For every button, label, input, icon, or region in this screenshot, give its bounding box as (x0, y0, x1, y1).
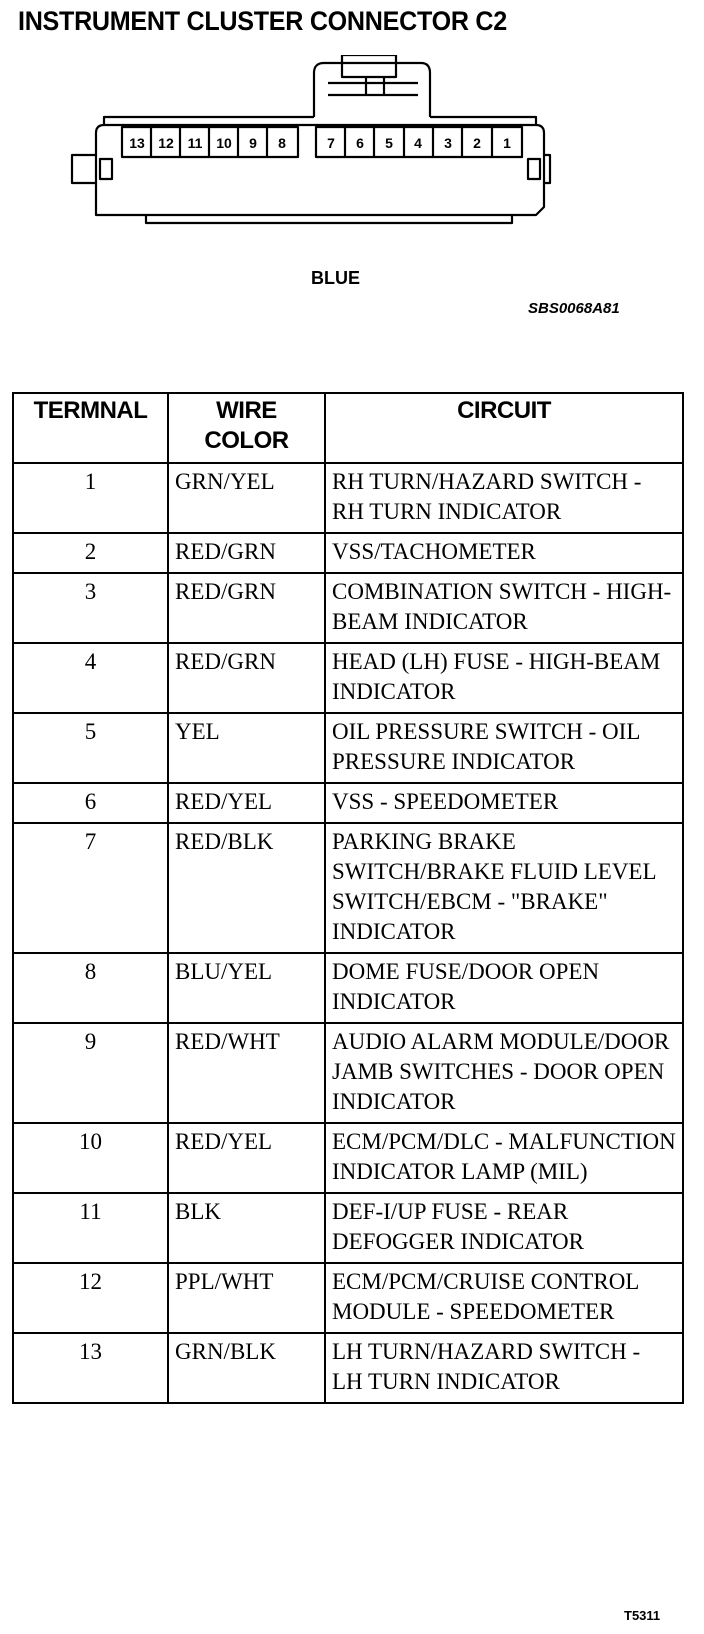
pin-label-9: 9 (249, 135, 257, 151)
circuit-cell: HEAD (LH) FUSE - HIGH-BEAM INDICATOR (325, 643, 683, 713)
terminal-cell: 9 (13, 1023, 168, 1123)
pin-label-4: 4 (414, 135, 422, 151)
circuit-cell: ECM/PCM/DLC - MALFUNCTION INDICATOR LAMP (MIL) (325, 1123, 683, 1193)
pin-label-11: 11 (187, 135, 203, 151)
pin-label-2: 2 (473, 135, 481, 151)
table-row (13, 573, 683, 643)
terminal-cell: 12 (13, 1263, 168, 1333)
pin-label-13: 13 (129, 135, 145, 151)
table-row (13, 1023, 683, 1123)
terminal-cell: 11 (13, 1193, 168, 1263)
pin-label-1: 1 (503, 135, 511, 151)
terminal-cell: 6 (13, 783, 168, 823)
pinout-table (12, 392, 684, 1404)
terminal-cell: 13 (13, 1333, 168, 1403)
header-circuit: CIRCUIT (325, 393, 683, 463)
circuit-cell: RH TURN/HAZARD SWITCH - RH TURN INDICATOR (325, 463, 683, 533)
terminal-cell: 1 (13, 463, 168, 533)
circuit-cell: VSS - SPEEDOMETER (325, 783, 683, 823)
table-row (13, 953, 683, 1023)
table-row (13, 463, 683, 533)
terminal-cell: 4 (13, 643, 168, 713)
circuit-cell: OIL PRESSURE SWITCH - OIL PRESSURE INDICATOR (325, 713, 683, 783)
wire-color-cell: GRN/BLK (168, 1333, 325, 1403)
terminal-cell: 3 (13, 573, 168, 643)
table-row (13, 643, 683, 713)
table-row (13, 533, 683, 573)
header-wire-color (168, 393, 325, 463)
pin-label-5: 5 (385, 135, 393, 151)
terminal-cell: 8 (13, 953, 168, 1023)
connector-diagram (66, 55, 556, 230)
page-title: INSTRUMENT CLUSTER CONNECTOR C2 (18, 6, 507, 36)
connector-color-label: BLUE (311, 268, 360, 288)
figure-code: T5311 (624, 1608, 661, 1623)
wire-color-cell: RED/GRN (168, 643, 325, 713)
circuit-cell: AUDIO ALARM MODULE/DOOR JAMB SWITCHES - DOOR OPEN INDICATOR (325, 1023, 683, 1123)
header-wire-color-line2: COLOR (204, 427, 289, 454)
circuit-cell: LH TURN/HAZARD SWITCH - LH TURN INDICATOR (325, 1333, 683, 1403)
wire-color-cell: RED/GRN (168, 533, 325, 573)
pin-label-6: 6 (356, 135, 364, 151)
pin-label-8: 8 (278, 135, 286, 151)
wire-color-cell: RED/BLK (168, 823, 325, 953)
terminal-cell: 10 (13, 1123, 168, 1193)
table-row (13, 1333, 683, 1403)
pin-label-10: 10 (216, 135, 232, 151)
table-header-row (13, 393, 683, 463)
wire-color-cell: RED/WHT (168, 1023, 325, 1123)
wire-color-cell: BLU/YEL (168, 953, 325, 1023)
table-row (13, 1193, 683, 1263)
pin-label-7: 7 (327, 135, 335, 151)
circuit-cell: COMBINATION SWITCH - HIGH-BEAM INDICATOR (325, 573, 683, 643)
wire-color-cell: RED/YEL (168, 783, 325, 823)
terminal-cell: 5 (13, 713, 168, 783)
wire-color-cell: GRN/YEL (168, 463, 325, 533)
table-row (13, 713, 683, 783)
wire-color-cell: RED/GRN (168, 573, 325, 643)
circuit-cell: DEF-I/UP FUSE - REAR DEFOGGER INDICATOR (325, 1193, 683, 1263)
circuit-cell: ECM/PCM/CRUISE CONTROL MODULE - SPEEDOMETER (325, 1263, 683, 1333)
header-wire-color-line1: WIRE (216, 397, 277, 424)
table-row (13, 1263, 683, 1333)
pin-label-12: 12 (158, 135, 174, 151)
pin-label-3: 3 (444, 135, 452, 151)
wire-color-cell: YEL (168, 713, 325, 783)
table-row (13, 1123, 683, 1193)
wire-color-cell: RED/YEL (168, 1123, 325, 1193)
terminal-cell: 2 (13, 533, 168, 573)
circuit-cell: VSS/TACHOMETER (325, 533, 683, 573)
table-row (13, 823, 683, 953)
table-row (13, 783, 683, 823)
circuit-cell: PARKING BRAKE SWITCH/BRAKE FLUID LEVEL SWITCH/EBCM - "BRAKE" INDICATOR (325, 823, 683, 953)
connector-ref-code: SBS0068A81 (528, 300, 620, 317)
wire-color-cell: BLK (168, 1193, 325, 1263)
header-terminal: TERMNAL (13, 393, 168, 463)
circuit-cell: DOME FUSE/DOOR OPEN INDICATOR (325, 953, 683, 1023)
wire-color-cell: PPL/WHT (168, 1263, 325, 1333)
terminal-cell: 7 (13, 823, 168, 953)
